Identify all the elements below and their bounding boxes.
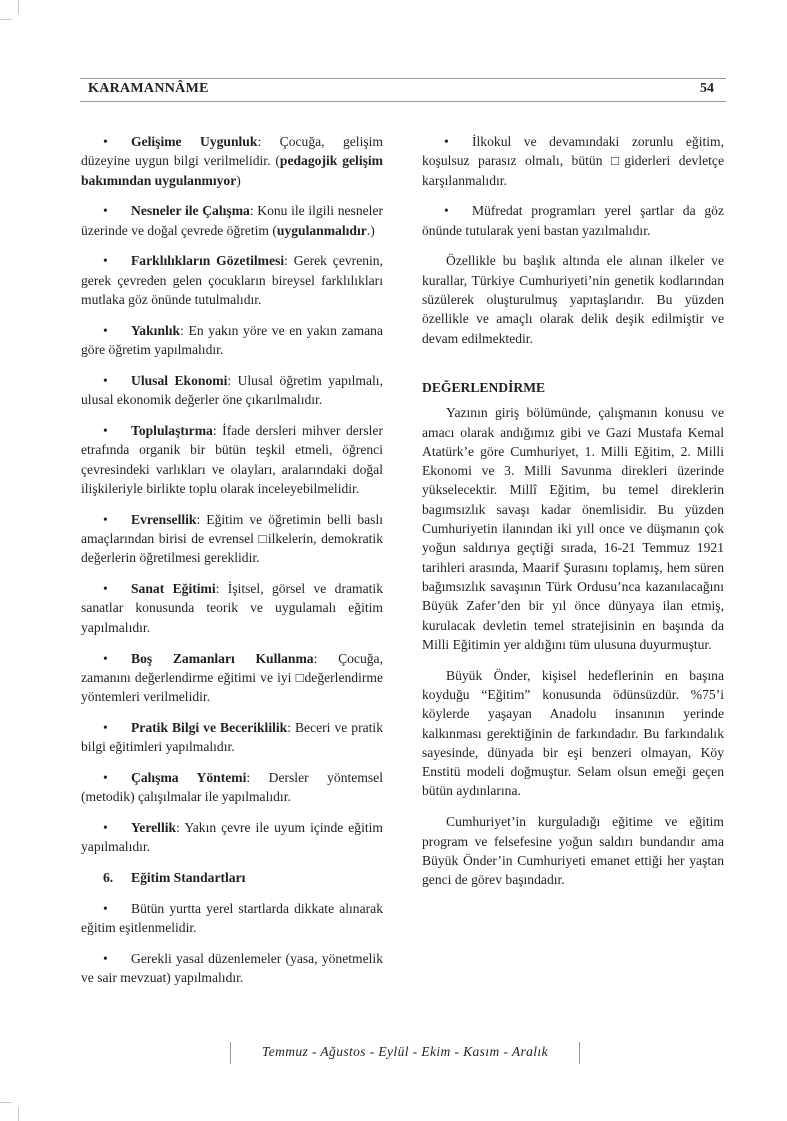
item-text: : Eğitim ve öğretimin belli baslı amaçlarından birisi de evrensel □ilkelerin, demokratik değerlerin öğretilmesi gereklidir. xyxy=(81,511,383,566)
item-term: Boş Zamanları Kullanma xyxy=(131,650,314,666)
item-term: Yakınlık xyxy=(131,322,181,338)
list-item xyxy=(81,718,383,757)
item-term: Toplulaştırma xyxy=(131,423,213,439)
item-tail: ) xyxy=(236,172,241,188)
list-item xyxy=(81,818,383,857)
list-item xyxy=(81,371,383,410)
item-term: Evrensellik xyxy=(131,511,197,527)
item-text: : Ulusal öğretim yapılmalı, ulusal ekonomik değerler öne çıkarılmalıdır. xyxy=(81,372,383,408)
heading-label: Eğitim Standartları xyxy=(131,870,246,886)
item-text: : Çocuğa, zamanını değerlendirme eğitimi ve iyi □değerlendirme yöntemleri verilmelidir. xyxy=(81,650,383,705)
right-column xyxy=(422,132,724,901)
running-header xyxy=(80,78,726,102)
item-term: Farklılıkların Gözetilmesi xyxy=(131,253,285,269)
item-text: : Gerek çevrenin, gerek çevreden gelen çocukların bireysel farklılıkları mutlaka göz önünde tutulmalıdır. xyxy=(81,253,383,308)
list-item xyxy=(81,768,383,807)
item-text: : İşitsel, görsel ve dramatik sanatlar konusunda teorik ve uygulamalı eğitim yapılmalıdır. xyxy=(81,581,383,635)
heading-number: 6. xyxy=(103,870,114,886)
item-term: Çalışma Yöntemi xyxy=(131,770,247,786)
crop-mark-top-left-h xyxy=(0,19,12,20)
item-text: : Yakın çevre ile uyum içinde eğitim yapılmalıdır. xyxy=(81,820,383,855)
item-term: Nesneler ile Çalışma xyxy=(131,203,250,219)
item-term: Sanat Eğitimi xyxy=(131,581,216,597)
bullet-icon: • xyxy=(103,322,108,338)
page-number: 54 xyxy=(700,81,714,96)
item-term: Yerellik xyxy=(131,820,177,836)
bullet-icon: • xyxy=(103,820,108,836)
list-item xyxy=(81,421,383,498)
list-item xyxy=(81,510,383,568)
list-item xyxy=(422,201,724,240)
item-term: Pratik Bilgi ve Beceriklilik xyxy=(131,719,288,735)
list-item xyxy=(81,321,383,360)
list-item xyxy=(81,949,383,988)
item-text: : İfade dersleri mihver dersler etrafında organik bir bütün teşkil etmeli, öğrenci çevresindeki varlıkları ve olayları, aralarındaki doğal ilişkileriyle birlikte toplu olarak inceleyebilmelidir. xyxy=(81,423,383,496)
list-item xyxy=(81,649,383,707)
item-text: Gerekli yasal düzenlemeler (yasa, yönetmelik ve sair mevzuat) yapılmalıdır. xyxy=(81,951,383,986)
list-item xyxy=(422,132,724,190)
bullet-icon: • xyxy=(103,770,108,786)
item-text: : En yakın yöre ve en yakın zamana göre öğretim yapılmalıdır. xyxy=(81,322,383,358)
bullet-icon: • xyxy=(103,650,108,666)
section-heading: DEĞERLENDİRME xyxy=(422,379,546,395)
paragraph: Cumhuriyet’in kurguladığı eğitime ve eğitim program ve felsefesine yoğun saldırı bundandır ama Büyük Önder’in Cumhuriyeti emanet ettiği her yaştan genci de görev başındadır. xyxy=(422,814,724,888)
list-item xyxy=(81,899,383,938)
crop-mark-top-left-v xyxy=(18,0,19,14)
footer-divider-right xyxy=(579,1042,580,1064)
bullet-icon: • xyxy=(103,134,108,149)
issue-months: Temmuz - Ağustos - Eylül - Ekim - Kasım - Aralık xyxy=(262,1044,548,1059)
item-tail: .) xyxy=(366,222,375,238)
bullet-icon: • xyxy=(444,134,449,149)
bullet-icon: • xyxy=(444,203,449,219)
list-item xyxy=(81,201,383,240)
bullet-icon: • xyxy=(103,511,108,527)
list-item xyxy=(81,579,383,637)
bullet-icon: • xyxy=(103,372,108,388)
bullet-icon: • xyxy=(103,581,108,597)
numbered-heading xyxy=(81,868,383,887)
item-text: : Çocuğa, gelişim düzeyine uygun bilgi verilmelidir. ( xyxy=(81,134,383,169)
item-text: Müfredat programları yerel şartlar da göz önünde tutularak yeni bastan yazılmalıdır. xyxy=(422,203,724,238)
item-text: Bütün yurtta yerel startlarda dikkate alınarak eğitim eşitlenmelidir. xyxy=(81,901,383,936)
running-footer xyxy=(230,1042,580,1064)
item-emphasis: uygulanmalıdır xyxy=(276,222,367,238)
item-text: İlkokul ve devamındaki zorunlu eğitim, koşulsuz parasız olmalı, bütün □giderleri devletçe karşılanmalıdır. xyxy=(422,134,724,188)
bullet-icon: • xyxy=(103,423,108,439)
item-term: Ulusal Ekonomi xyxy=(131,372,228,388)
crop-mark-bottom-left-v xyxy=(18,1107,19,1121)
bullet-icon: • xyxy=(103,719,108,735)
item-text: : Beceri ve pratik bilgi eğitimleri yapılmalıdır. xyxy=(81,719,383,755)
paragraph: Özellikle bu başlık altında ele alınan ilkeler ve kurallar, Türkiye Cumhuriyeti’nin genetik kodlarından süzülerek oluşturulmuş yapıtaşlarıdır. Bu yüzden özellikle ve amaçlı olarak delik deşik edilmiştir ve devam edilmektedir. xyxy=(422,253,724,346)
item-emphasis: pedagojik gelişim bakımından uygulanmıyor xyxy=(81,153,383,188)
bullet-icon: • xyxy=(103,951,108,967)
left-column xyxy=(81,132,383,999)
journal-title: KARAMANNÂME xyxy=(88,81,209,96)
item-text: : Konu ile ilgili nesneler üzerinde ve doğal çevrede öğretim ( xyxy=(81,203,384,238)
crop-mark-bottom-left-h xyxy=(0,1102,12,1103)
list-item xyxy=(81,251,383,309)
list-item xyxy=(81,132,383,190)
bullet-icon: • xyxy=(103,253,108,269)
item-term: Gelişime Uygunluk xyxy=(131,134,258,149)
bullet-icon: • xyxy=(103,203,108,219)
paragraph: Yazının giriş bölümünde, çalışmanın konusu ve amacı olarak andığımız gibi ve Gazi Mustafa Kemal Atatürk’e göre Cumhuriyet, 1. Milli Eğitim, 2. Milli Ekonomi ve 3. Milli Savunma direkleri üzerinde yükselecektir. Millî Eğitim, bu temel direklerin bagımsızlık savaşı kadar önemlisidir. Bu yüzden Cumhuriyetin ilanından iki yıll once ve düşmanın çok yoğun saldırıya geçtiği sırada, 16-21 Temmuz 1921 tarihleri arasında, Maarif Şurasını toplamış, hem süren bağımsızlık savaşının Türk Ordusu’nca kazanılacağını Büyük Zafer’den bir yıl önce dünyaya ilan etmiş, kurulacak devletin temel stratejisinin en başında da Milli Eğitimin yer aldığını tüm ulusuna duyurmuştur. xyxy=(422,405,724,652)
paragraph: Büyük Önder, kişisel hedeflerinin en başına koyduğu “Eğitim” konusunda ödünsüzdür. %75’i köylerde yaşayan Anadolu insanının yerinde kalkınması gerektiğinin de farkındadır. Bu farkındalık sayesinde, dünyada bir eşi benzeri olmayan, Köy Enstitü modeli doğmuştur. Selam olsun emeği geçen bütün aydınlarına. xyxy=(422,667,724,799)
bullet-icon: • xyxy=(103,901,108,916)
item-text: : Dersler yöntemsel (metodik) çalışılmalar ile yapılmalıdır. xyxy=(81,770,383,805)
